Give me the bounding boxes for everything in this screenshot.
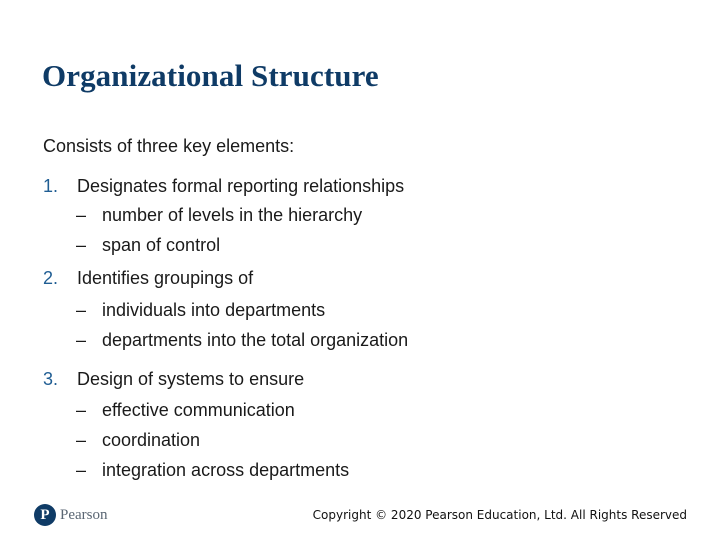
dash-bullet: – [76,430,87,450]
list-item [43,176,404,197]
sub-list-item-text: integration across departments [102,460,350,480]
sub-list-item-text: coordination [102,430,201,450]
slide-title: Organizational Structure [42,58,379,93]
list-item [43,268,253,289]
list-item-text: Identifies groupings of [77,268,254,288]
copyright-notice: Copyright © 2020 Pearson Education, Ltd. All Rights Reserved [312,508,687,522]
pearson-logo-icon: P [34,504,56,526]
sub-list-item [76,460,349,481]
list-number: 3. [43,369,59,389]
sub-list-item [76,430,200,451]
sub-list-item [76,330,408,351]
dash-bullet: – [76,205,87,225]
sub-list-item-text: span of control [102,235,221,255]
dash-bullet: – [76,330,87,350]
list-number: 1. [43,176,59,196]
pearson-logo [34,504,108,526]
sub-list-item [76,235,220,256]
dash-bullet: – [76,300,87,320]
list-item-text: Design of systems to ensure [77,369,305,389]
sub-list-item-text: individuals into departments [102,300,326,320]
dash-bullet: – [76,460,87,480]
list-item-text: Designates formal reporting relationships [77,176,405,196]
sub-list-item-text: effective communication [102,400,295,420]
list-number: 2. [43,268,59,288]
sub-list-item-text: number of levels in the hierarchy [102,205,363,225]
sub-list-item [76,400,295,421]
dash-bullet: – [76,235,87,255]
sub-list-item [76,300,325,321]
sub-list-item [76,205,362,226]
slide-intro: Consists of three key elements: [43,136,295,156]
list-item [43,369,304,390]
sub-list-item-text: departments into the total organization [102,330,409,350]
dash-bullet: – [76,400,87,420]
pearson-logo-text: Pearson [60,506,108,523]
